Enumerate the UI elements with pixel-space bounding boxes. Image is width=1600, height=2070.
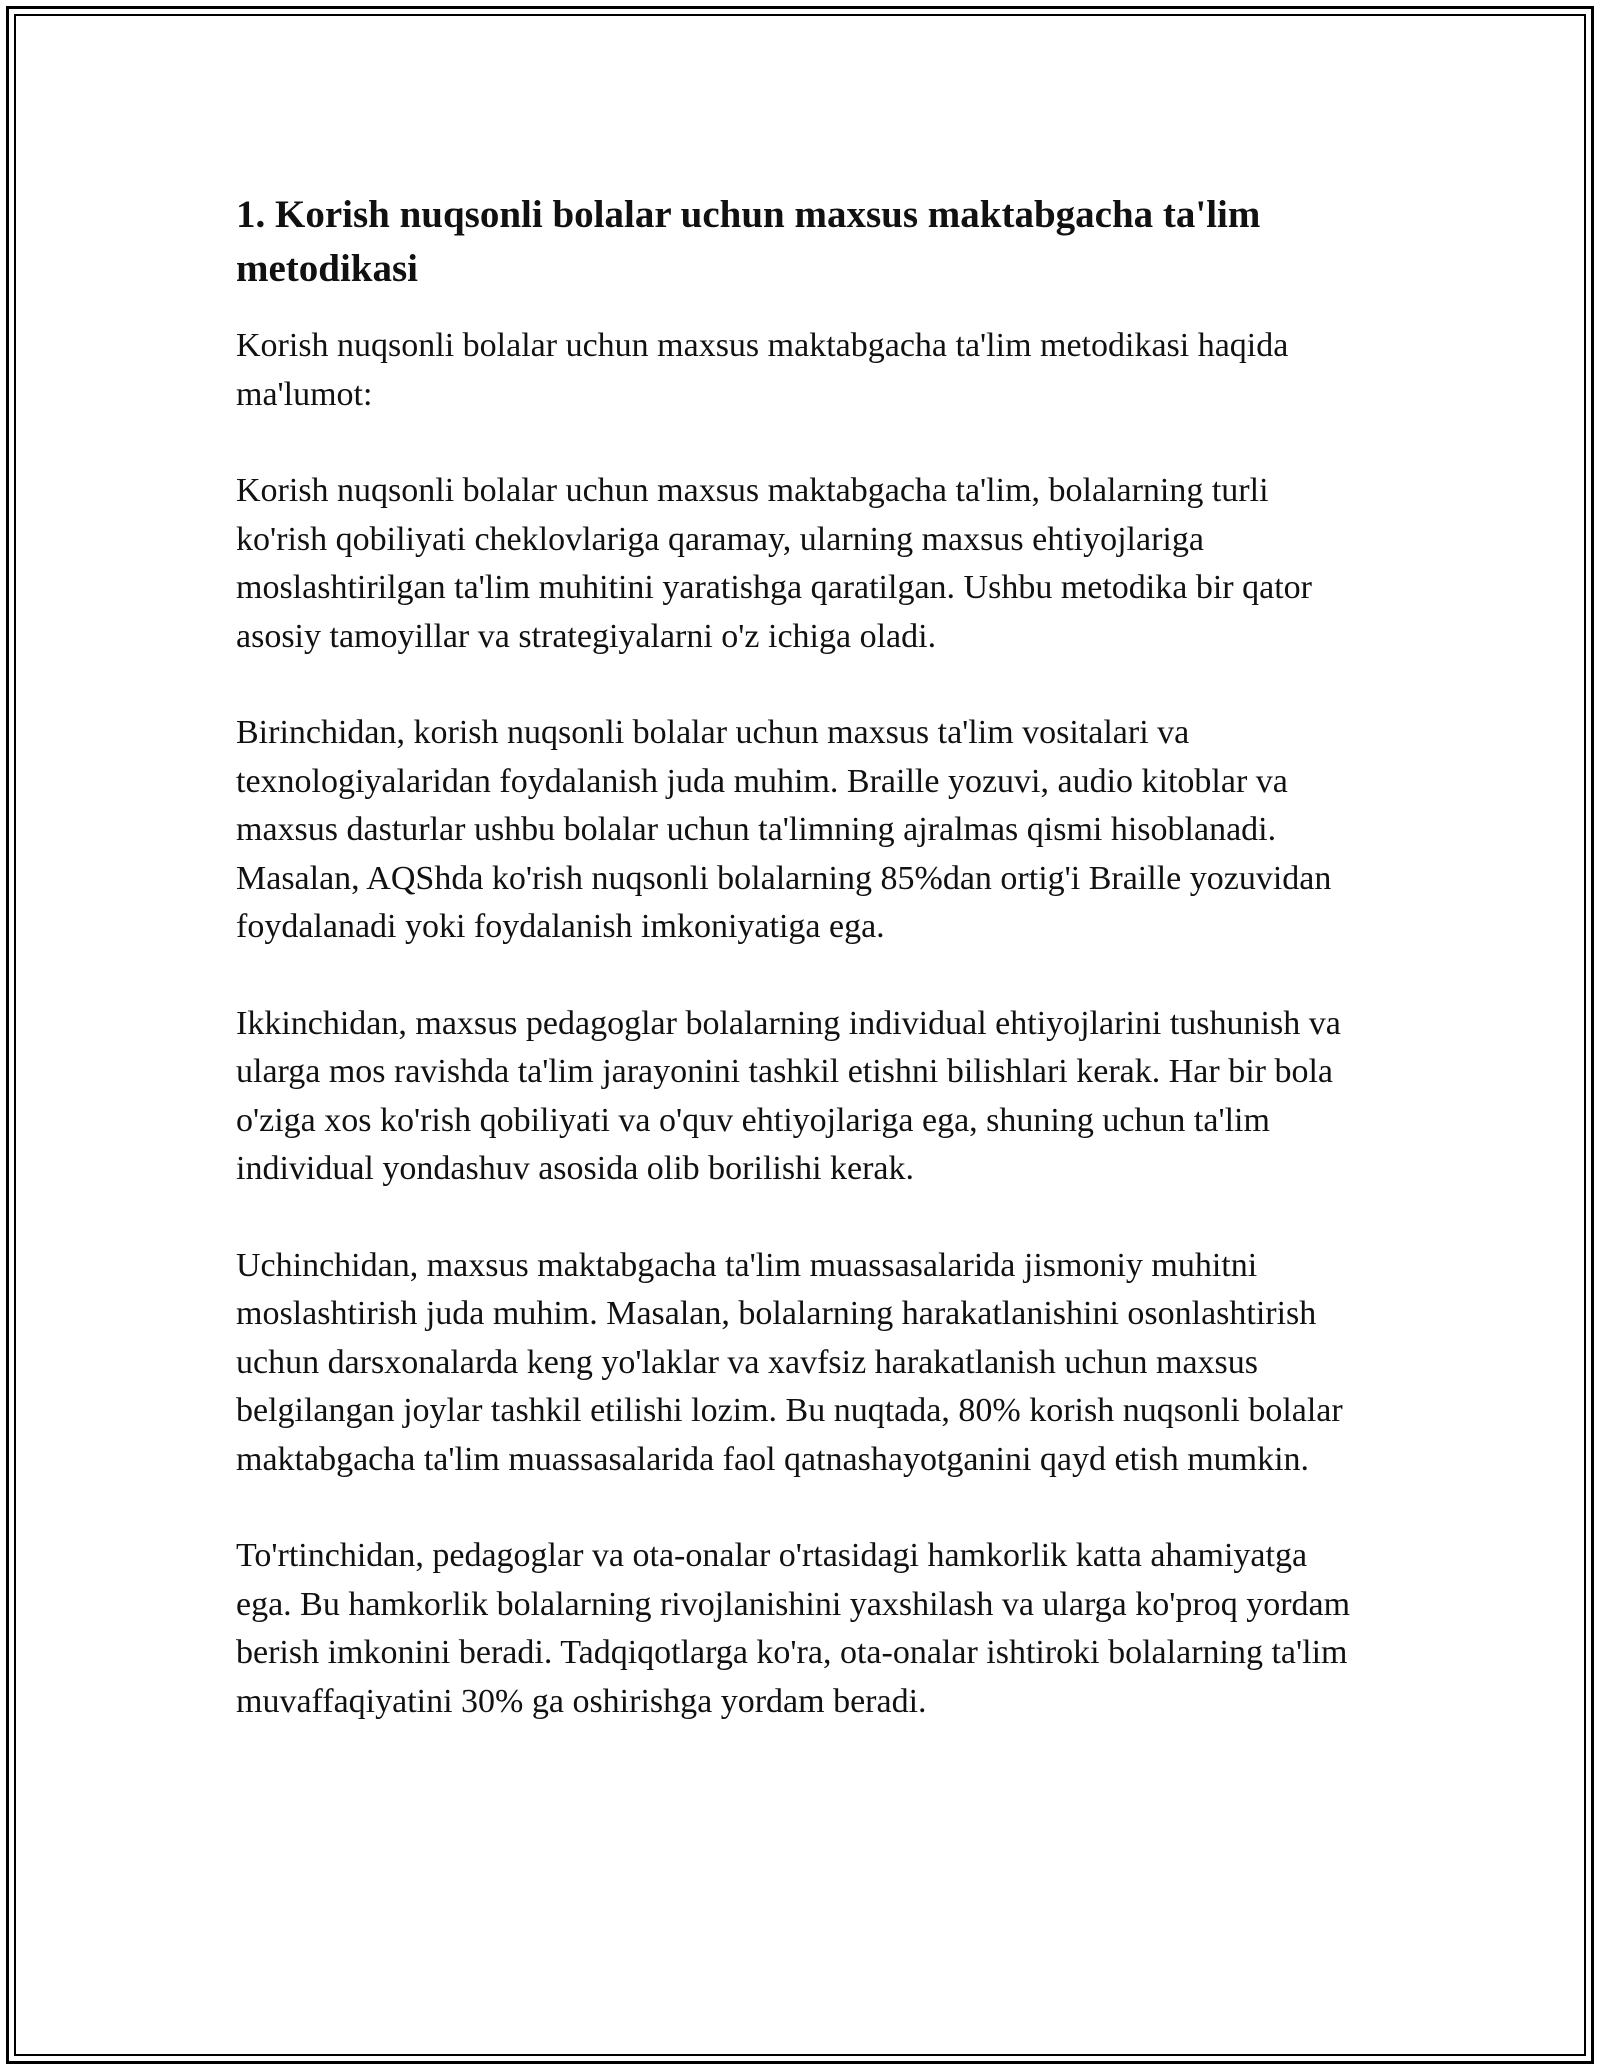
overview-paragraph: Korish nuqsonli bolalar uchun maxsus maktabgacha ta'lim, bolalarning turli ko'rish qobiliyati cheklovlariga qaramay, ularning maxsus ehtiyojlariga moslashtirilgan ta'lim muhitini yaratishga qaratilgan. Ushbu metodika bir qator asosiy tamoyillar va strategiyalarni o'z ichiga oladi. [236,472,1312,655]
intro-paragraph: Korish nuqsonli bolalar uchun maxsus maktabgacha ta'lim metodikasi haqida ma'lumot: [236,327,1289,413]
fourth-point-paragraph: To'rtinchidan, pedagoglar va ota-onalar o'rtasidagi hamkorlik katta ahamiyatga ega. Bu hamkorlik bolalarning rivojlanishini yaxshilash va ularga ko'proq yordam berish imkonini beradi. Tadqiqotlarga ko'ra, ota-onalar ishtiroki bolalarning ta'lim muvaffaqiyatini 30% ga oshirishga yordam beradi. [236,1537,1351,1720]
third-point-paragraph: Uchinchidan, maxsus maktabgacha ta'lim muassasalarida jismoniy muhitni moslashtirish juda muhim. Masalan, bolalarning harakatlanishini osonlashtirish uchun darsxonalarda keng yo'laklar va xavfsiz harakatlanish uchun maxsus belgilangan joylar tashkil etilishi lozim. Bu nuqtada, 80% korish nuqsonli bolalar maktabgacha ta'lim muassasalarida faol qatnashayotganini qayd etish mumkin. [236,1246,1343,1478]
document-body [236,188,1356,1774]
section-heading: 1. Korish nuqsonli bolalar uchun maxsus maktabgacha ta'lim metodikasi [236,193,1261,290]
first-point-paragraph: Birinchidan, korish nuqsonli bolalar uchun maxsus ta'lim vositalari va texnologiyalaridan foydalanish juda muhim. Braille yozuvi, audio kitoblar va maxsus dasturlar ushbu bolalar uchun ta'limning ajralmas qismi hisoblanadi. Masalan, AQShda ko'rish nuqsonli bolalarning 85%dan ortig'i Braille yozuvidan foydalanadi yoki foydalanish imkoniyatiga ega. [236,714,1332,945]
second-point-paragraph: Ikkinchidan, maxsus pedagoglar bolalarning individual ehtiyojlarini tushunish va ularga mos ravishda ta'lim jarayonini tashkil etishni bilishlari kerak. Har bir bola o'ziga xos ko'rish qobiliyati va o'quv ehtiyojlariga ega, shuning uchun ta'lim individual yondashuv asosida olib borilishi kerak. [236,1004,1341,1187]
